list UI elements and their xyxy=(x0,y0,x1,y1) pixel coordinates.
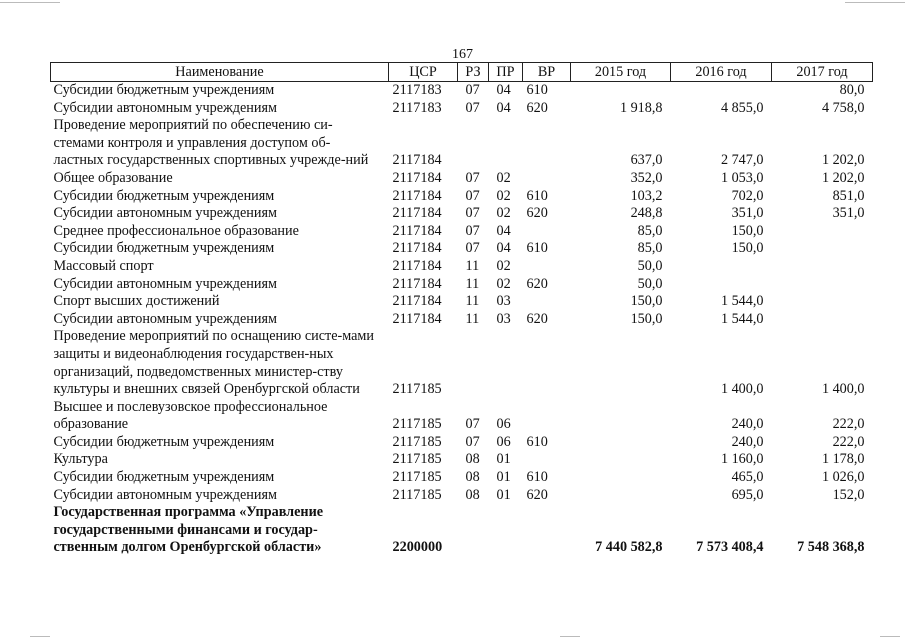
cell-vr: 610 xyxy=(526,240,548,257)
cell-pr: 03 xyxy=(496,293,511,310)
table-row xyxy=(51,328,873,398)
cell-vr xyxy=(523,223,571,241)
cell-pr: 01 xyxy=(496,486,511,503)
cell-2016: 240,0 xyxy=(731,433,764,450)
cell-rz: 07 xyxy=(465,416,480,433)
cell-rz xyxy=(458,117,489,170)
cell-pr: 01 xyxy=(496,451,511,468)
cell-pr: 01 xyxy=(496,469,511,486)
table-row xyxy=(51,223,873,241)
cell-vr xyxy=(523,170,571,188)
cell-vr: 610 xyxy=(526,469,548,486)
cell-2015: 637,0 xyxy=(630,152,663,169)
table-row xyxy=(51,100,873,118)
cell-csr: 2200000 xyxy=(392,539,443,556)
table-row xyxy=(51,451,873,469)
cell-rz: 11 xyxy=(465,293,480,310)
cell-rz: 07 xyxy=(465,240,480,257)
cell-vr: 620 xyxy=(526,99,548,116)
cell-2017: 851,0 xyxy=(832,187,865,204)
table-row xyxy=(51,434,873,452)
cell-pr xyxy=(489,328,523,398)
cell-vr: 610 xyxy=(526,82,548,98)
cell-rz: 07 xyxy=(465,187,480,204)
cell-2016 xyxy=(671,258,772,276)
cell-vr xyxy=(523,451,571,469)
table-row xyxy=(51,170,873,188)
cell-pr: 04 xyxy=(496,99,511,116)
cell-2017: 1 202,0 xyxy=(821,169,865,186)
cell-vr xyxy=(523,117,571,170)
cell-2015: 150,0 xyxy=(630,310,663,327)
cell-2017 xyxy=(772,240,873,258)
cell-2016: 150,0 xyxy=(731,222,764,239)
cell-vr xyxy=(523,328,571,398)
cell-name: Субсидии бюджетным учреждениям xyxy=(53,82,275,98)
cell-name: Государственная программа «Управление государственными финансами и государ-ственным долгом Оренбургской области» xyxy=(53,504,324,556)
table-row xyxy=(51,82,873,100)
cell-2016: 4 855,0 xyxy=(720,99,764,116)
header-csr: ЦСР xyxy=(389,63,458,82)
cell-2016 xyxy=(671,276,772,294)
cell-vr: 620 xyxy=(526,486,548,503)
cell-csr: 2117184 xyxy=(392,275,442,292)
table-row xyxy=(51,240,873,258)
cell-csr: 2117184 xyxy=(392,187,442,204)
scan-edge-mark-top-right xyxy=(845,2,905,3)
cell-pr: 02 xyxy=(496,205,511,222)
cell-2017: 222,0 xyxy=(832,416,865,433)
cell-2015: 7 440 582,8 xyxy=(595,539,663,556)
scan-edge-mark-top-left xyxy=(0,2,60,3)
cell-pr xyxy=(489,117,523,170)
cell-name: Субсидии бюджетным учреждениям xyxy=(53,187,275,204)
cell-rz: 07 xyxy=(465,99,480,116)
header-rz: РЗ xyxy=(458,63,489,82)
cell-2017 xyxy=(772,311,873,329)
cell-vr xyxy=(523,293,571,311)
cell-2015: 85,0 xyxy=(637,222,663,239)
cell-2016: 2 747,0 xyxy=(720,152,764,169)
cell-2015: 50,0 xyxy=(637,275,663,292)
cell-name: Массовый спорт xyxy=(53,257,154,274)
table-row xyxy=(51,504,873,557)
cell-2017: 80,0 xyxy=(839,82,865,98)
cell-vr xyxy=(523,399,571,434)
cell-2015 xyxy=(571,487,671,505)
budget-table xyxy=(50,62,873,557)
cell-rz: 07 xyxy=(465,169,480,186)
cell-rz: 07 xyxy=(465,205,480,222)
cell-2017: 351,0 xyxy=(832,205,865,222)
cell-2017: 7 548 368,8 xyxy=(797,539,865,556)
cell-2016: 1 544,0 xyxy=(720,293,764,310)
cell-2015 xyxy=(571,434,671,452)
cell-name: Проведение мероприятий по оснащению систе-мами защиты и видеонаблюдения государствен-ных организаций, подведомственных министер-ству культуры и внешних связей Оренбургской области xyxy=(53,328,374,398)
cell-csr: 2117184 xyxy=(392,310,442,327)
cell-2017: 4 758,0 xyxy=(821,99,865,116)
cell-2017: 1 400,0 xyxy=(821,381,865,398)
cell-2016: 150,0 xyxy=(731,240,764,257)
cell-csr: 2117184 xyxy=(392,205,442,222)
cell-vr: 610 xyxy=(526,187,548,204)
cell-2016: 695,0 xyxy=(731,486,764,503)
cell-name: Субсидии автономным учреждениям xyxy=(53,275,277,292)
cell-csr: 2117184 xyxy=(392,293,442,310)
cell-name: Культура xyxy=(53,451,108,468)
cell-csr: 2117185 xyxy=(392,486,442,503)
cell-2015: 85,0 xyxy=(637,240,663,257)
cell-2015 xyxy=(571,82,671,100)
cell-rz: 11 xyxy=(465,275,480,292)
cell-2015 xyxy=(571,399,671,434)
scan-edge-mark-bottom-right xyxy=(880,636,900,637)
cell-pr: 02 xyxy=(496,187,511,204)
cell-vr: 620 xyxy=(526,310,548,327)
cell-2015: 248,8 xyxy=(630,205,663,222)
cell-csr: 2117183 xyxy=(392,99,442,116)
cell-2016: 465,0 xyxy=(731,469,764,486)
cell-pr: 04 xyxy=(496,240,511,257)
cell-rz: 07 xyxy=(465,82,480,98)
cell-name: Среднее профессиональное образование xyxy=(53,222,299,239)
cell-csr: 2117185 xyxy=(392,451,442,468)
table-row xyxy=(51,469,873,487)
cell-pr: 02 xyxy=(496,169,511,186)
cell-2016: 351,0 xyxy=(731,205,764,222)
table-row xyxy=(51,487,873,505)
cell-2016 xyxy=(671,82,772,100)
table-row xyxy=(51,293,873,311)
cell-2015 xyxy=(571,328,671,398)
cell-2016: 1 160,0 xyxy=(720,451,764,468)
cell-pr: 06 xyxy=(496,433,511,450)
cell-csr: 2117185 xyxy=(392,381,442,398)
cell-csr: 2117183 xyxy=(392,82,442,98)
cell-2017: 1 026,0 xyxy=(821,469,865,486)
cell-2017: 1 178,0 xyxy=(821,451,865,468)
cell-2015 xyxy=(571,451,671,469)
cell-name: Спорт высших достижений xyxy=(53,293,220,310)
cell-2016: 240,0 xyxy=(731,416,764,433)
cell-rz: 07 xyxy=(465,222,480,239)
header-pr: ПР xyxy=(489,63,523,82)
scan-edge-mark-bottom-mid xyxy=(560,636,580,637)
cell-rz xyxy=(458,504,489,557)
cell-rz: 08 xyxy=(465,469,480,486)
scan-edge-mark-bottom-left xyxy=(30,636,50,637)
cell-2016: 1 053,0 xyxy=(720,169,764,186)
cell-name: Субсидии бюджетным учреждениям xyxy=(53,240,275,257)
cell-pr: 02 xyxy=(496,257,511,274)
cell-2016: 7 573 408,4 xyxy=(696,539,764,556)
cell-2017 xyxy=(772,223,873,241)
cell-2016: 1 400,0 xyxy=(720,381,764,398)
table-body xyxy=(51,82,873,558)
cell-2017 xyxy=(772,293,873,311)
cell-name: Субсидии бюджетным учреждениям xyxy=(53,433,275,450)
table-row xyxy=(51,258,873,276)
page-number: 167 xyxy=(452,47,473,62)
cell-pr: 06 xyxy=(496,416,511,433)
cell-2015: 103,2 xyxy=(630,187,663,204)
cell-2016: 702,0 xyxy=(731,187,764,204)
cell-rz: 11 xyxy=(465,310,480,327)
cell-pr: 02 xyxy=(496,275,511,292)
header-vr: ВР xyxy=(523,63,571,82)
cell-vr: 620 xyxy=(526,275,548,292)
cell-2016: 1 544,0 xyxy=(720,310,764,327)
cell-csr: 2117184 xyxy=(392,257,442,274)
cell-2015: 50,0 xyxy=(637,257,663,274)
header-year-2017: 2017 год xyxy=(772,63,873,82)
cell-csr: 2117185 xyxy=(392,433,442,450)
cell-name: Проведение мероприятий по обеспечению си-стемами контроля и управления доступом об-ластных государственных спортивных учрежде-ний xyxy=(53,117,369,169)
table-row xyxy=(51,276,873,294)
cell-2015: 150,0 xyxy=(630,293,663,310)
cell-vr xyxy=(523,258,571,276)
cell-2015 xyxy=(571,469,671,487)
cell-pr: 04 xyxy=(496,82,511,98)
cell-name: Субсидии автономным учреждениям xyxy=(53,310,277,327)
cell-rz: 11 xyxy=(465,257,480,274)
table-row xyxy=(51,188,873,206)
cell-name: Субсидии автономным учреждениям xyxy=(53,99,277,116)
table-row xyxy=(51,117,873,170)
cell-name: Высшее и послевузовское профессиональное образование xyxy=(53,398,328,433)
cell-2017 xyxy=(772,276,873,294)
cell-csr: 2117184 xyxy=(392,240,442,257)
cell-2017: 1 202,0 xyxy=(821,152,865,169)
cell-rz xyxy=(458,328,489,398)
cell-2015: 352,0 xyxy=(630,169,663,186)
cell-csr: 2117184 xyxy=(392,222,442,239)
cell-name: Субсидии бюджетным учреждениям xyxy=(53,469,275,486)
cell-2015: 1 918,8 xyxy=(619,99,663,116)
cell-rz: 08 xyxy=(465,486,480,503)
table-row xyxy=(51,399,873,434)
cell-pr xyxy=(489,504,523,557)
header-year-2015: 2015 год xyxy=(571,63,671,82)
cell-2017 xyxy=(772,258,873,276)
cell-name: Субсидии автономным учреждениям xyxy=(53,486,277,503)
cell-csr: 2117184 xyxy=(392,169,442,186)
cell-name: Общее образование xyxy=(53,169,173,186)
cell-csr: 2117185 xyxy=(392,469,442,486)
cell-pr: 04 xyxy=(496,222,511,239)
cell-vr: 610 xyxy=(526,433,548,450)
header-year-2016: 2016 год xyxy=(671,63,772,82)
cell-vr xyxy=(523,504,571,557)
cell-2017: 222,0 xyxy=(832,433,865,450)
cell-vr: 620 xyxy=(526,205,548,222)
cell-name: Субсидии автономным учреждениям xyxy=(53,205,277,222)
cell-2017: 152,0 xyxy=(832,486,865,503)
cell-csr: 2117184 xyxy=(392,152,442,169)
header-name: Наименование xyxy=(51,63,389,82)
table-row xyxy=(51,311,873,329)
cell-csr: 2117185 xyxy=(392,416,442,433)
table-header-row xyxy=(51,63,873,82)
cell-rz: 08 xyxy=(465,451,480,468)
cell-pr: 03 xyxy=(496,310,511,327)
cell-rz: 07 xyxy=(465,433,480,450)
table-row xyxy=(51,205,873,223)
